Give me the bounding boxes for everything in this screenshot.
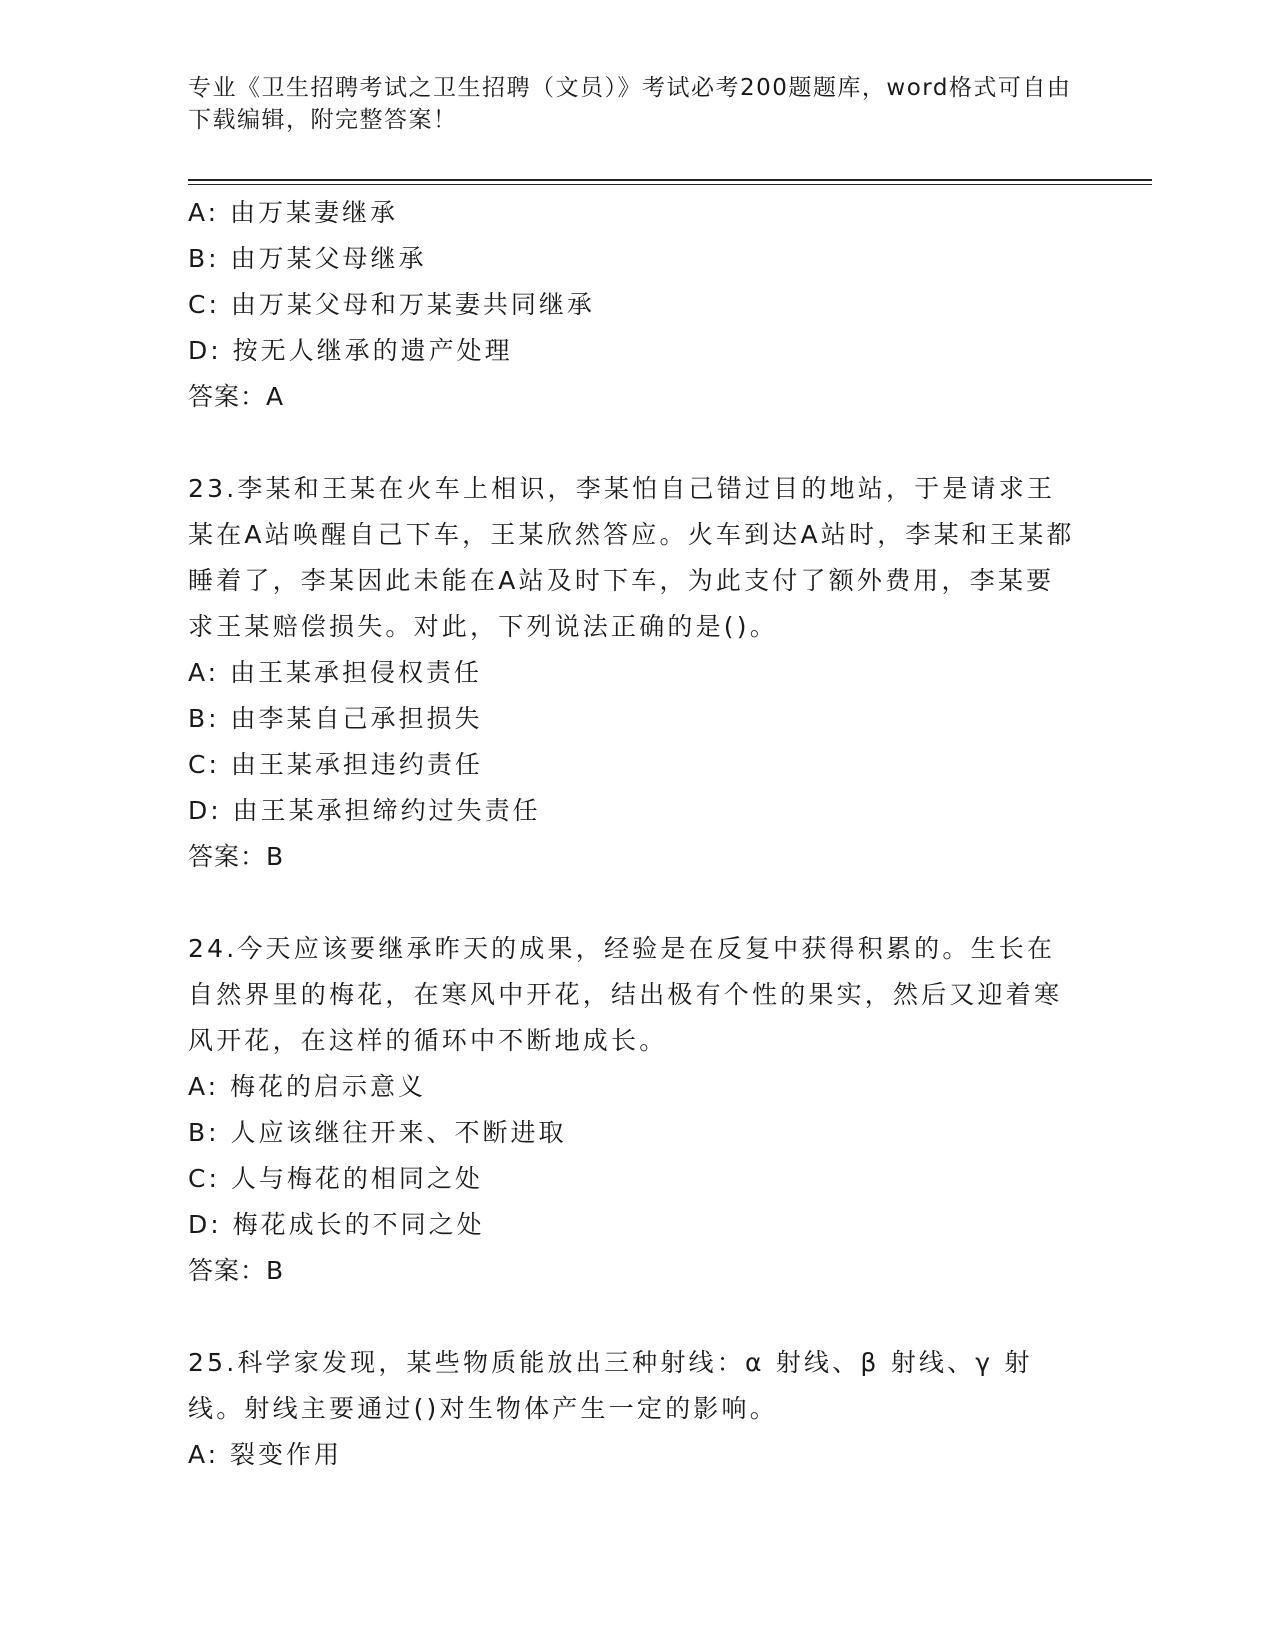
spacer [188,420,1088,466]
header-rule-thick [188,179,1152,181]
spacer [188,1294,1088,1340]
option-c: C: 由王某承担违约责任 [188,750,483,779]
question-stem: 23.李某和王某在火车上相识，李某怕自己错过目的地站，于是请求王某在A站唤醒自己下车，王某欣然答应。火车到达A站时，李某和王某都睡着了，李某因此未能在A站及时下车，为此支付了额外费用，李某要求王某赔偿损失。对此，下列说法正确的是()。 [188,474,1075,641]
option-a: A: 裂变作用 [188,1440,343,1469]
option-a: A: 由万某妻继承 [188,198,399,227]
answer-line: 答案：A [188,382,285,411]
option-b: B: 由万某父母继承 [188,244,427,273]
question-block-25 [188,1340,1088,1478]
option-d: D: 梅花成长的不同之处 [188,1210,485,1239]
question-block-23 [188,466,1088,880]
question-stem: 25.科学家发现，某些物质能放出三种射线：α 射线、β 射线、γ 射线。射线主要通过()对生物体产生一定的影响。 [188,1348,1033,1423]
option-d: D: 由王某承担缔约过失责任 [188,796,541,825]
question-block-24 [188,926,1088,1294]
question-stem: 24.今天应该要继承昨天的成果，经验是在反复中获得积累的。生长在自然界里的梅花，在寒风中开花，结出极有个性的果实，然后又迎着寒风开花，在这样的循环中不断地成长。 [188,934,1063,1055]
option-b: B: 人应该继往开来、不断进取 [188,1118,567,1147]
option-c: C: 人与梅花的相同之处 [188,1164,483,1193]
document-header: 专业《卫生招聘考试之卫生招聘（文员）》考试必考200题题库，word格式可自由下载编辑，附完整答案！ [188,75,1072,133]
document-body [188,190,1088,1478]
option-a: A: 由王某承担侵权责任 [188,658,483,687]
answer-line: 答案：B [188,1256,285,1285]
option-b: B: 由李某自己承担损失 [188,704,483,733]
spacer [188,880,1088,926]
option-c: C: 由万某父母和万某妻共同继承 [188,290,595,319]
option-a: A: 梅花的启示意义 [188,1072,427,1101]
header-rule-thin [188,184,1152,185]
question-block-prev [188,190,1088,420]
answer-line: 答案：B [188,842,285,871]
option-d: D: 按无人继承的遗产处理 [188,336,513,365]
